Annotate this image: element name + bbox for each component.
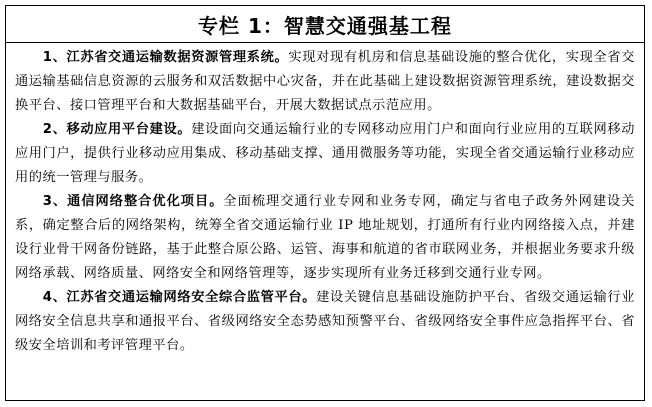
paragraph-1 xyxy=(15,46,635,118)
paragraph-3-heading: 3、通信网络整合优化项目。 xyxy=(42,194,224,209)
paragraph-3 xyxy=(15,190,635,286)
title-bar xyxy=(6,6,644,43)
column-content xyxy=(6,43,644,358)
paragraph-1-heading: 1、江苏省交通运输数据资源管理系统。 xyxy=(42,50,289,65)
paragraph-2 xyxy=(15,118,635,190)
paragraph-3-text: 全面梳理交通行业专网和业务专网，确定与省电子政务外网建设关系，确定整合后的网络架构，统筹全省交通运输行业 IP 地址规划，打通所有行业内网络接入点，并建设行业骨干网备份链路，基于此整合原公路、运管、海事和航道的省市联网业务，并根据业务要求升级网络承载、网络质量、网络安全和网络管理等，逐步实现所有业务迁移到交通行业专网。 xyxy=(15,194,635,281)
paragraph-2-text: 建设面向交通运输行业的专网移动应用门户和面向行业应用的互联网移动应用门户，提供行业移动应用集成、移动基础支撑、通用微服务等功能，实现全省交通运输行业移动应用的统一管理与服务。 xyxy=(15,122,635,185)
column-title: 专栏 1：智慧交通强基工程 xyxy=(198,13,452,38)
paragraph-4 xyxy=(15,286,635,358)
paragraph-2-heading: 2、移动应用平台建设。 xyxy=(42,122,192,137)
paragraph-4-text: 建设关键信息基础设施防护平台、省级交通运输行业网络安全信息共享和通报平台、省级网络安全态势感知预警平台、省级网络安全事件应急指挥平台、省级安全培训和考评管理平台。 xyxy=(15,290,635,353)
column-box xyxy=(5,5,645,401)
paragraph-1-text: 实现对现有机房和信息基础设施的整合优化，实现全省交通运输基础信息资源的云服务和双活数据中心灾备，并在此基础上建设数据资源管理系统，建设数据交换平台、接口管理平台和大数据基础平台，开展大数据试点示范应用。 xyxy=(15,50,635,113)
paragraph-4-heading: 4、江苏省交通运输网络安全综合监管平台。 xyxy=(42,290,317,305)
